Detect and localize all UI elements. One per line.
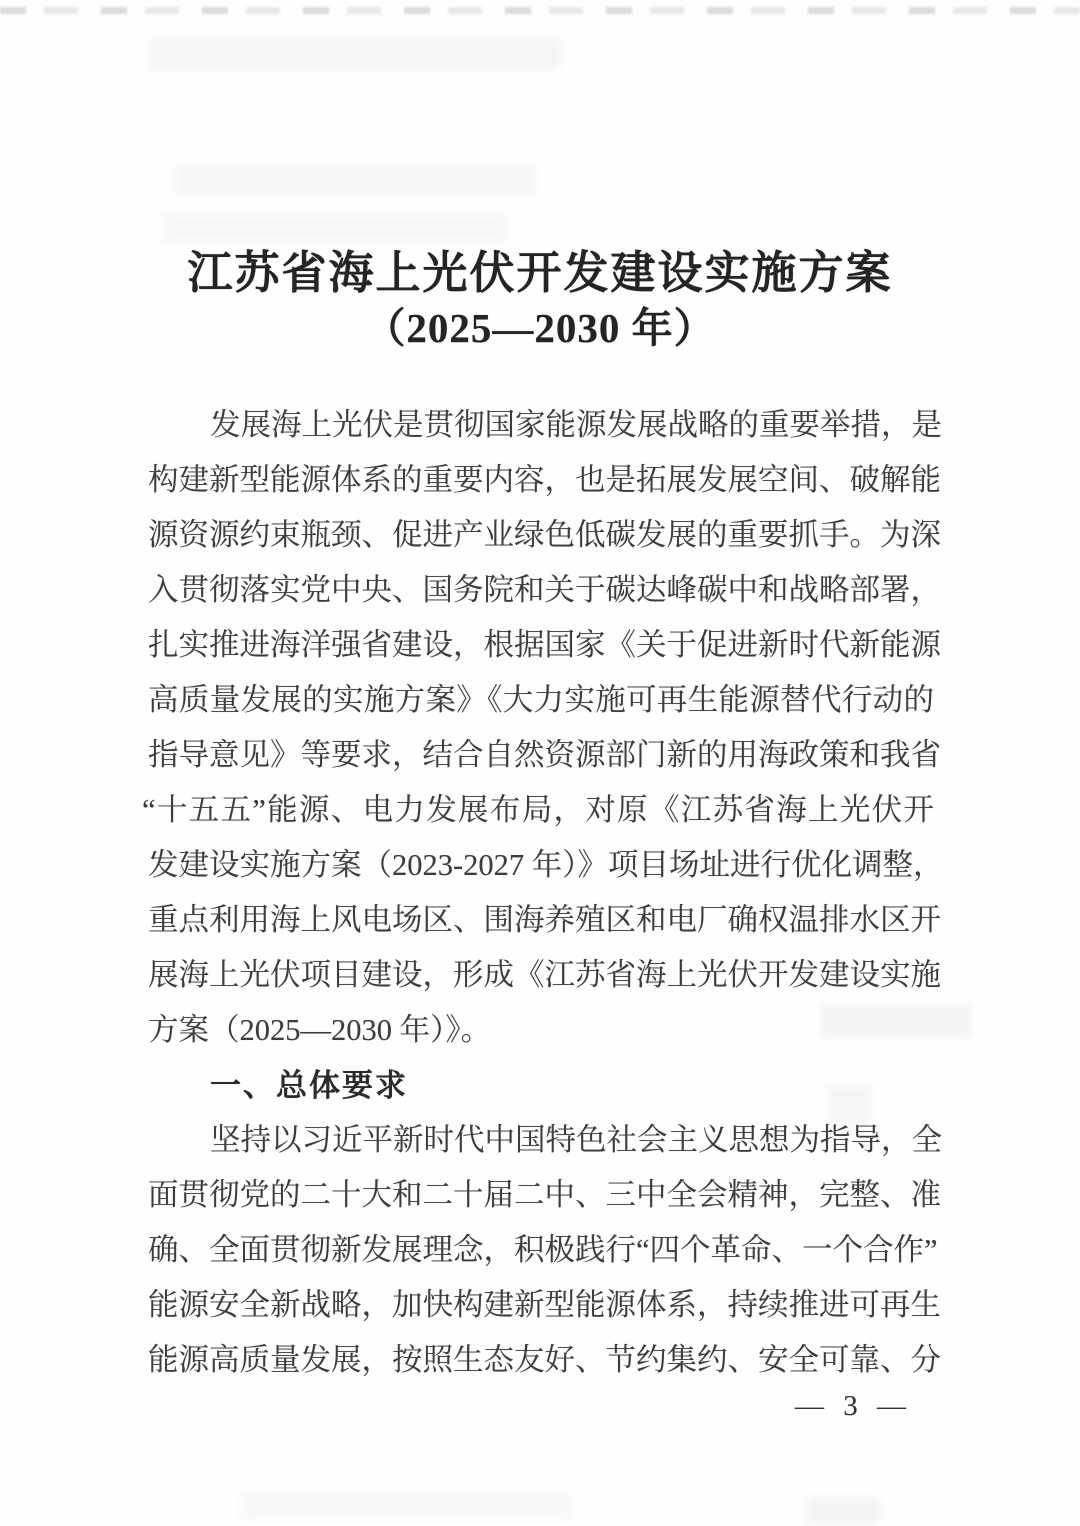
body-line: 扎实推进海洋强省建设，根据国家《关于促进新时代新能源 (148, 628, 941, 662)
document-title-line1: 江苏省海上光伏开发建设实施方案 (187, 248, 893, 298)
body-line: 能源高质量发展，按照生态友好、节约集约、安全可靠、分 (148, 1343, 941, 1377)
body-line: 高质量发展的实施方案》《大力实施可再生能源替代行动的 (148, 683, 934, 717)
body-line: 源资源约束瓶颈、促进产业绿色低碳发展的重要抓手。为深 (148, 518, 941, 552)
body-line: 一、总体要求 (210, 1068, 408, 1103)
body-line: 面贯彻党的二十大和二十届二中、三中全会精神，完整、准 (148, 1178, 941, 1212)
document-body (142, 398, 944, 1388)
body-line: 展海上光伏项目建设，形成《江苏省海上光伏开发建设实施 (148, 958, 941, 992)
scan-edge-artifact (0, 7, 1080, 14)
body-line: “十五五”能源、电力发展布局，对原《江苏省海上光伏开 (142, 793, 934, 827)
body-line: 指导意见》等要求，结合自然资源部门新的用海政策和我省 (148, 738, 941, 772)
body-line: 入贯彻落实党中央、国务院和关于碳达峰碳中和战略部署， (148, 573, 941, 607)
bleed-through-artifact (806, 1498, 880, 1524)
bleed-through-artifact (163, 214, 508, 242)
body-line: 发建设实施方案（2023-2027 年）》项目场址进行优化调整， (148, 848, 944, 882)
body-line: 发展海上光伏是贯彻国家能源发展战略的重要举措，是 (210, 408, 942, 442)
document-title-line2: （2025—2030 年） (364, 305, 716, 351)
bleed-through-artifact (150, 38, 560, 70)
body-line: 坚持以习近平新时代中国特色社会主义思想为指导，全 (210, 1123, 942, 1157)
body-line: 重点利用海上风电场区、围海养殖区和电厂确权温排水区开 (148, 903, 941, 937)
bleed-through-artifact (240, 1492, 570, 1520)
body-line: 方案（2025—2030 年）》。 (148, 1013, 492, 1047)
body-line: 确、全面贯彻新发展理念，积极践行“四个革命、一个合作” (148, 1233, 938, 1267)
page-number: — 3 — (795, 1390, 912, 1422)
document-title (0, 244, 1080, 354)
body-line: 构建新型能源体系的重要内容，也是拓展发展空间、破解能 (148, 463, 941, 497)
bleed-through-artifact (175, 166, 535, 194)
body-line: 能源安全新战略，加快构建新型能源体系，持续推进可再生 (148, 1288, 941, 1322)
